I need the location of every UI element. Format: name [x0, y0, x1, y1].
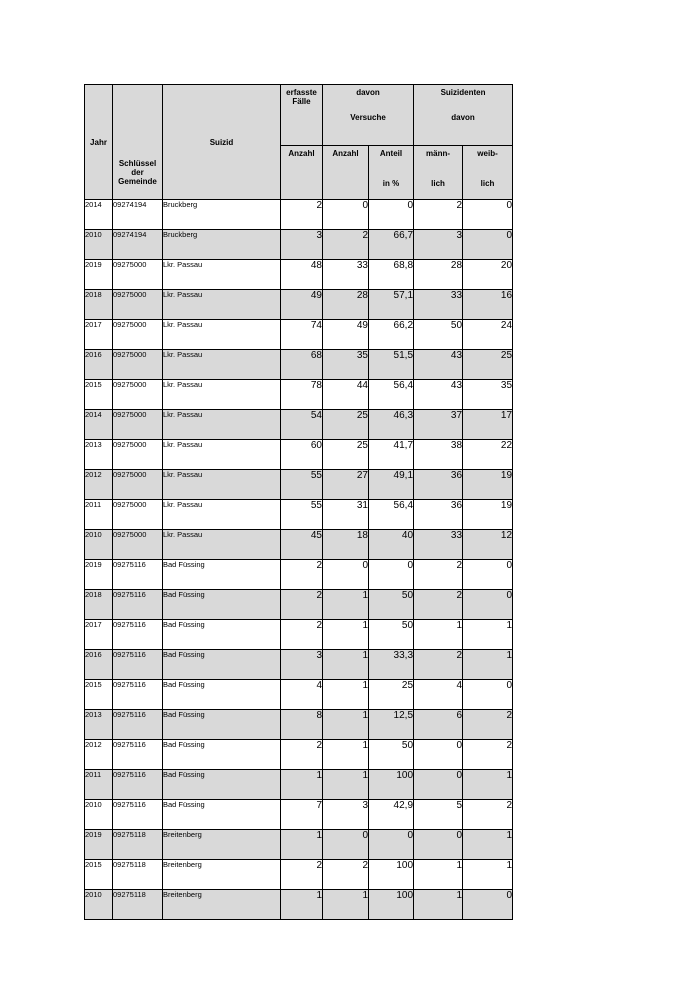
cell-jahr: 2016 [85, 650, 113, 680]
cell-faelle: 2 [281, 590, 323, 620]
header-anteil [369, 146, 414, 200]
cell-schluessel: 09275000 [113, 350, 163, 380]
cell-anteil: 0 [369, 560, 414, 590]
cell-maennlich: 0 [414, 830, 463, 860]
cell-schluessel: 09275000 [113, 380, 163, 410]
table-row [85, 320, 513, 350]
cell-anteil: 33,3 [369, 650, 414, 680]
table-row [85, 590, 513, 620]
cell-schluessel: 09275116 [113, 650, 163, 680]
cell-gemeinde: Lkr. Passau [163, 440, 281, 470]
cell-schluessel: 09275000 [113, 410, 163, 440]
header-maennlich [414, 146, 463, 200]
cell-jahr: 2011 [85, 500, 113, 530]
table-row [85, 560, 513, 590]
cell-versuche: 1 [323, 650, 369, 680]
cell-gemeinde: Bruckberg [163, 200, 281, 230]
cell-gemeinde: Breitenberg [163, 830, 281, 860]
cell-weiblich: 0 [463, 680, 513, 710]
cell-schluessel: 09275118 [113, 860, 163, 890]
cell-schluessel: 09274194 [113, 200, 163, 230]
cell-anteil: 66,2 [369, 320, 414, 350]
cell-gemeinde: Bad Füssing [163, 560, 281, 590]
cell-gemeinde: Bad Füssing [163, 680, 281, 710]
cell-jahr: 2011 [85, 770, 113, 800]
cell-maennlich: 28 [414, 260, 463, 290]
cell-gemeinde: Lkr. Passau [163, 320, 281, 350]
header-erfasste-faelle [281, 85, 323, 146]
cell-versuche: 49 [323, 320, 369, 350]
cell-versuche: 35 [323, 350, 369, 380]
cell-gemeinde: Bad Füssing [163, 590, 281, 620]
table-row [85, 770, 513, 800]
cell-faelle: 48 [281, 260, 323, 290]
cell-weiblich: 0 [463, 230, 513, 260]
cell-versuche: 2 [323, 860, 369, 890]
header-schluessel-label: Schlüssel der Gemeinde [118, 158, 157, 186]
cell-jahr: 2010 [85, 230, 113, 260]
table-row [85, 680, 513, 710]
cell-jahr: 2010 [85, 800, 113, 830]
cell-versuche: 0 [323, 560, 369, 590]
cell-maennlich: 6 [414, 710, 463, 740]
cell-weiblich: 2 [463, 740, 513, 770]
cell-jahr: 2012 [85, 470, 113, 500]
cell-gemeinde: Lkr. Passau [163, 410, 281, 440]
table-row [85, 470, 513, 500]
cell-anteil: 25 [369, 680, 414, 710]
header-versuche-label: Versuche [350, 113, 386, 122]
cell-versuche: 25 [323, 440, 369, 470]
cell-weiblich: 24 [463, 320, 513, 350]
table-row [85, 740, 513, 770]
header-schluessel [113, 85, 163, 200]
cell-maennlich: 3 [414, 230, 463, 260]
cell-anteil: 56,4 [369, 500, 414, 530]
cell-weiblich: 19 [463, 500, 513, 530]
cell-weiblich: 20 [463, 260, 513, 290]
cell-weiblich: 17 [463, 410, 513, 440]
cell-faelle: 7 [281, 800, 323, 830]
cell-weiblich: 1 [463, 620, 513, 650]
cell-versuche: 3 [323, 800, 369, 830]
table-row [85, 290, 513, 320]
header-weiblich [463, 146, 513, 200]
header-jahr: Jahr [85, 85, 113, 200]
cell-maennlich: 33 [414, 530, 463, 560]
header-weib2-label: lich [480, 179, 495, 188]
statistics-table [84, 84, 513, 920]
cell-schluessel: 09275116 [113, 710, 163, 740]
cell-faelle: 2 [281, 860, 323, 890]
table-row [85, 440, 513, 470]
cell-faelle: 55 [281, 470, 323, 500]
cell-gemeinde: Lkr. Passau [163, 500, 281, 530]
table-row [85, 530, 513, 560]
cell-faelle: 1 [281, 770, 323, 800]
cell-weiblich: 0 [463, 560, 513, 590]
cell-anteil: 100 [369, 860, 414, 890]
cell-maennlich: 2 [414, 560, 463, 590]
cell-jahr: 2014 [85, 410, 113, 440]
cell-versuche: 1 [323, 680, 369, 710]
cell-schluessel: 09275000 [113, 530, 163, 560]
cell-versuche: 0 [323, 830, 369, 860]
cell-maennlich: 0 [414, 770, 463, 800]
cell-faelle: 45 [281, 530, 323, 560]
table-header [85, 85, 513, 200]
cell-gemeinde: Bad Füssing [163, 800, 281, 830]
cell-gemeinde: Breitenberg [163, 860, 281, 890]
cell-gemeinde: Lkr. Passau [163, 260, 281, 290]
table-row [85, 710, 513, 740]
cell-versuche: 31 [323, 500, 369, 530]
header-anzahl2-label: Anzahl [332, 149, 359, 158]
cell-gemeinde: Bad Füssing [163, 650, 281, 680]
cell-anteil: 50 [369, 620, 414, 650]
cell-gemeinde: Lkr. Passau [163, 380, 281, 410]
cell-maennlich: 37 [414, 410, 463, 440]
cell-faelle: 55 [281, 500, 323, 530]
cell-jahr: 2019 [85, 260, 113, 290]
cell-weiblich: 1 [463, 770, 513, 800]
cell-jahr: 2019 [85, 830, 113, 860]
cell-anteil: 12,5 [369, 710, 414, 740]
cell-schluessel: 09275000 [113, 440, 163, 470]
cell-schluessel: 09275116 [113, 620, 163, 650]
cell-faelle: 3 [281, 230, 323, 260]
table-row [85, 500, 513, 530]
cell-maennlich: 1 [414, 860, 463, 890]
header-maenn2-label: lich [431, 179, 445, 188]
cell-faelle: 78 [281, 380, 323, 410]
cell-jahr: 2016 [85, 350, 113, 380]
cell-faelle: 4 [281, 680, 323, 710]
cell-gemeinde: Breitenberg [163, 890, 281, 920]
cell-gemeinde: Bruckberg [163, 230, 281, 260]
header-weib-label: weib- [477, 149, 498, 158]
table-row [85, 650, 513, 680]
cell-jahr: 2017 [85, 320, 113, 350]
cell-jahr: 2017 [85, 620, 113, 650]
cell-jahr: 2015 [85, 680, 113, 710]
cell-maennlich: 1 [414, 890, 463, 920]
cell-weiblich: 2 [463, 800, 513, 830]
cell-jahr: 2018 [85, 590, 113, 620]
cell-versuche: 27 [323, 470, 369, 500]
cell-jahr: 2013 [85, 440, 113, 470]
cell-weiblich: 1 [463, 830, 513, 860]
cell-weiblich: 25 [463, 350, 513, 380]
cell-jahr: 2014 [85, 200, 113, 230]
cell-faelle: 60 [281, 440, 323, 470]
header-in-prozent-label: in % [382, 179, 400, 188]
cell-anteil: 41,7 [369, 440, 414, 470]
cell-weiblich: 1 [463, 860, 513, 890]
table-row [85, 230, 513, 260]
cell-anteil: 0 [369, 200, 414, 230]
cell-versuche: 1 [323, 710, 369, 740]
cell-anteil: 68,8 [369, 260, 414, 290]
cell-jahr: 2010 [85, 530, 113, 560]
cell-anteil: 0 [369, 830, 414, 860]
cell-versuche: 25 [323, 410, 369, 440]
cell-faelle: 8 [281, 710, 323, 740]
cell-jahr: 2018 [85, 290, 113, 320]
cell-weiblich: 19 [463, 470, 513, 500]
cell-weiblich: 0 [463, 890, 513, 920]
header-davon-label: davon [356, 88, 380, 97]
cell-versuche: 18 [323, 530, 369, 560]
cell-faelle: 3 [281, 650, 323, 680]
cell-versuche: 28 [323, 290, 369, 320]
cell-weiblich: 35 [463, 380, 513, 410]
cell-schluessel: 09275000 [113, 290, 163, 320]
cell-gemeinde: Bad Füssing [163, 710, 281, 740]
header-erfasste-faelle-label: erfasste Fälle [286, 88, 317, 106]
cell-maennlich: 38 [414, 440, 463, 470]
cell-schluessel: 09275118 [113, 890, 163, 920]
table-row [85, 380, 513, 410]
header-suizidenten-label: Suizidenten [440, 88, 486, 97]
table-row [85, 350, 513, 380]
cell-gemeinde: Bad Füssing [163, 620, 281, 650]
cell-faelle: 2 [281, 620, 323, 650]
cell-maennlich: 2 [414, 650, 463, 680]
header-anteil-label: Anteil [379, 149, 403, 158]
cell-jahr: 2010 [85, 890, 113, 920]
cell-schluessel: 09275000 [113, 260, 163, 290]
cell-versuche: 44 [323, 380, 369, 410]
cell-versuche: 1 [323, 770, 369, 800]
cell-jahr: 2012 [85, 740, 113, 770]
cell-faelle: 49 [281, 290, 323, 320]
cell-faelle: 2 [281, 200, 323, 230]
cell-faelle: 74 [281, 320, 323, 350]
cell-anteil: 66,7 [369, 230, 414, 260]
cell-maennlich: 1 [414, 620, 463, 650]
cell-schluessel: 09275118 [113, 830, 163, 860]
cell-gemeinde: Lkr. Passau [163, 470, 281, 500]
cell-faelle: 54 [281, 410, 323, 440]
cell-maennlich: 0 [414, 740, 463, 770]
cell-anteil: 51,5 [369, 350, 414, 380]
cell-gemeinde: Lkr. Passau [163, 530, 281, 560]
header-anzahl-versuche [323, 146, 369, 200]
cell-schluessel: 09275000 [113, 320, 163, 350]
cell-gemeinde: Lkr. Passau [163, 290, 281, 320]
cell-versuche: 1 [323, 590, 369, 620]
cell-schluessel: 09275116 [113, 680, 163, 710]
cell-anteil: 100 [369, 890, 414, 920]
cell-schluessel: 09275116 [113, 770, 163, 800]
cell-jahr: 2015 [85, 380, 113, 410]
cell-weiblich: 0 [463, 200, 513, 230]
cell-maennlich: 2 [414, 200, 463, 230]
cell-faelle: 1 [281, 830, 323, 860]
cell-faelle: 1 [281, 890, 323, 920]
cell-anteil: 100 [369, 770, 414, 800]
cell-anteil: 40 [369, 530, 414, 560]
cell-versuche: 1 [323, 740, 369, 770]
cell-maennlich: 4 [414, 680, 463, 710]
cell-maennlich: 43 [414, 350, 463, 380]
cell-schluessel: 09275116 [113, 560, 163, 590]
cell-jahr: 2015 [85, 860, 113, 890]
cell-anteil: 49,1 [369, 470, 414, 500]
cell-maennlich: 36 [414, 500, 463, 530]
cell-faelle: 68 [281, 350, 323, 380]
cell-maennlich: 33 [414, 290, 463, 320]
cell-schluessel: 09275000 [113, 470, 163, 500]
table-row [85, 410, 513, 440]
cell-weiblich: 16 [463, 290, 513, 320]
header-suizid: Suizid [163, 85, 281, 200]
header-maenn-label: männ- [426, 149, 451, 158]
cell-schluessel: 09275116 [113, 740, 163, 770]
cell-weiblich: 22 [463, 440, 513, 470]
cell-schluessel: 09274194 [113, 230, 163, 260]
cell-anteil: 50 [369, 740, 414, 770]
cell-versuche: 33 [323, 260, 369, 290]
table-row [85, 890, 513, 920]
table-row [85, 860, 513, 890]
cell-gemeinde: Bad Füssing [163, 770, 281, 800]
cell-versuche: 2 [323, 230, 369, 260]
table-body [85, 200, 513, 920]
cell-faelle: 2 [281, 560, 323, 590]
table-row [85, 200, 513, 230]
header-davon-versuche [323, 85, 414, 146]
header-anzahl-faelle [281, 146, 323, 200]
cell-anteil: 50 [369, 590, 414, 620]
cell-faelle: 2 [281, 740, 323, 770]
table-row [85, 260, 513, 290]
cell-maennlich: 5 [414, 800, 463, 830]
table-row [85, 620, 513, 650]
cell-weiblich: 2 [463, 710, 513, 740]
cell-jahr: 2019 [85, 560, 113, 590]
cell-weiblich: 1 [463, 650, 513, 680]
cell-maennlich: 2 [414, 590, 463, 620]
cell-anteil: 57,1 [369, 290, 414, 320]
header-suizidenten [414, 85, 513, 146]
cell-schluessel: 09275000 [113, 500, 163, 530]
cell-jahr: 2013 [85, 710, 113, 740]
cell-schluessel: 09275116 [113, 590, 163, 620]
cell-versuche: 1 [323, 890, 369, 920]
cell-weiblich: 0 [463, 590, 513, 620]
cell-maennlich: 36 [414, 470, 463, 500]
cell-anteil: 42,9 [369, 800, 414, 830]
table-row [85, 830, 513, 860]
cell-versuche: 1 [323, 620, 369, 650]
cell-anteil: 46,3 [369, 410, 414, 440]
cell-weiblich: 12 [463, 530, 513, 560]
header-anzahl1-label: Anzahl [288, 149, 315, 158]
cell-maennlich: 50 [414, 320, 463, 350]
table-row [85, 800, 513, 830]
cell-maennlich: 43 [414, 380, 463, 410]
cell-gemeinde: Bad Füssing [163, 740, 281, 770]
cell-anteil: 56,4 [369, 380, 414, 410]
cell-versuche: 0 [323, 200, 369, 230]
header-davon2-label: davon [451, 113, 475, 122]
cell-schluessel: 09275116 [113, 800, 163, 830]
cell-gemeinde: Lkr. Passau [163, 350, 281, 380]
